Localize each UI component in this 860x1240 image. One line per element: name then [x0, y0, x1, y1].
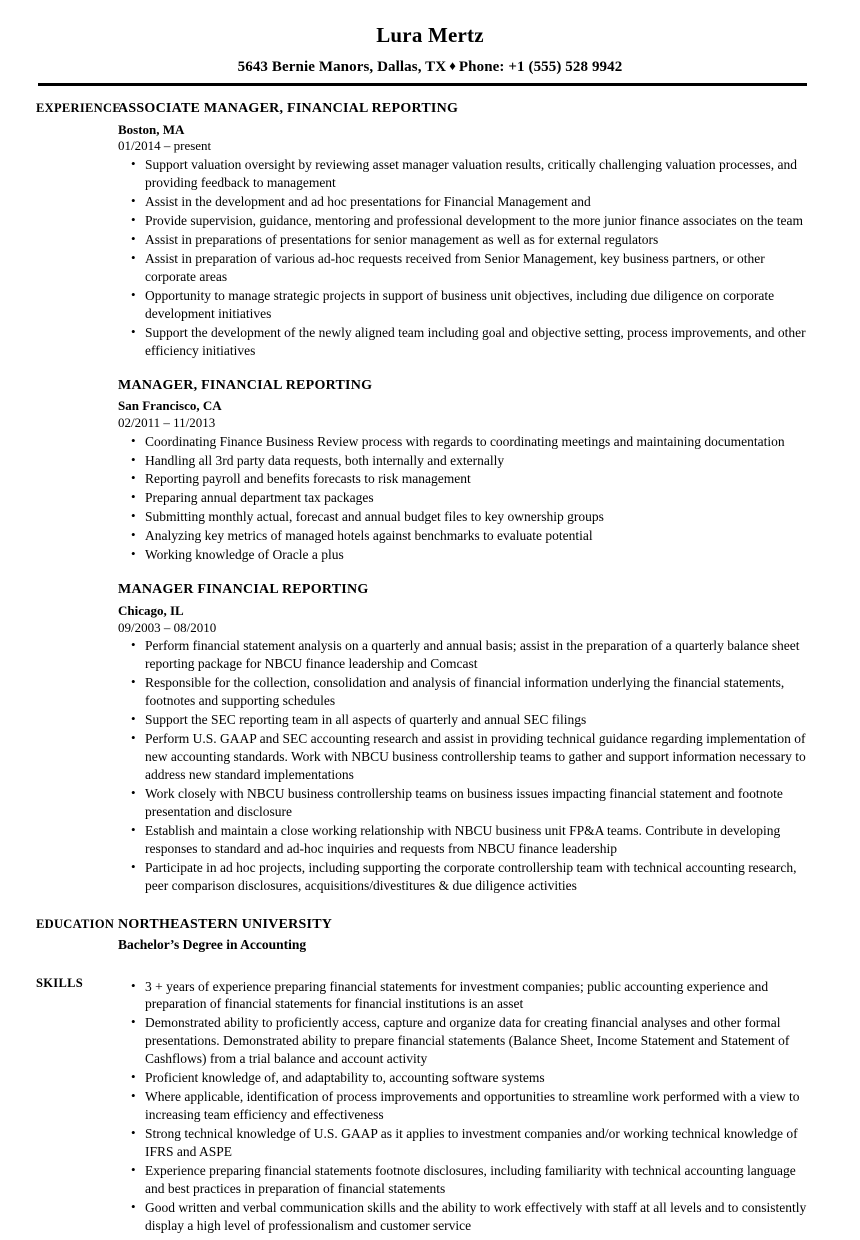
education-body — [118, 917, 860, 954]
job-entry — [118, 582, 815, 894]
bullet-item: • Support the development of the newly aligned team including goal and objective setting, process improvements, and other efficiency initiatives — [118, 324, 815, 360]
job-bullet-list — [118, 637, 815, 894]
skills-body — [118, 976, 860, 1235]
bullet-item: • Demonstrated ability to proficiently access, capture and organize data for creating financial analyses and other formal presentations. Demonstrated ability to prepare financial statements (Balance Sheet, Income Statement and Statement of Cashflows) from a trial balance and account activity — [118, 1014, 815, 1068]
bullet-item: • Where applicable, identification of process improvements and opportunities to streamline work performed with a view to increasing team efficiency and effectiveness — [118, 1088, 815, 1124]
job-dates: 09/2003 – 08/2010 — [118, 619, 217, 635]
bullet-item: • Support the SEC reporting team in all aspects of quarterly and annual SEC filings — [118, 711, 815, 729]
bullet-item: • 3 + years of experience preparing financial statements for investment companies; public accounting experience and preparation of financial statements for financial institutions is an asset — [118, 978, 815, 1014]
section-label-education: EDUCATION — [36, 916, 115, 931]
skills-section — [0, 976, 860, 1235]
bullet-item: • Strong technical knowledge of U.S. GAAP as it applies to investment companies and/or working technical knowledge of IFRS and ASPE — [118, 1125, 815, 1161]
bullet-item: • Work closely with NBCU business controllership teams on business issues impacting financial statement and footnote presentation and disclosure — [118, 785, 815, 821]
education-degree: Bachelor’s Degree in Accounting — [118, 937, 307, 953]
header-divider — [38, 83, 807, 86]
job-entry — [118, 101, 815, 359]
job-bullet-list — [118, 433, 815, 565]
bullet-item: • Responsible for the collection, consolidation and analysis of financial information underlying the financial statements, footnotes and supporting schedules — [118, 674, 815, 710]
job-location: Chicago, IL — [118, 603, 184, 619]
bullet-item: • Preparing annual department tax packages — [118, 489, 815, 507]
skills-bullet-list — [118, 978, 815, 1235]
bullet-item: • Perform U.S. GAAP and SEC accounting research and assist in providing technical guidance regarding implementation of new accounting standards. Work with NBCU business controllership teams to gather and support information necessary to address new standard implementations — [118, 730, 815, 784]
bullet-item: • Experience preparing financial statements footnote disclosures, including familiarity with technical accounting language and best practices in preparation of financial statements — [118, 1162, 815, 1198]
bullet-item: • Establish and maintain a close working relationship with NBCU business unit FP&A teams. Contribute in developing responses to standard and ad-hoc inquiries and requests from NBCU finance leadership — [118, 822, 815, 858]
experience-body — [118, 101, 860, 894]
contact-address: 5643 Bernie Manors, Dallas, TX — [237, 59, 447, 76]
bullet-item: • Proficient knowledge of, and adaptability to, accounting software systems — [118, 1069, 815, 1087]
bullet-item: • Opportunity to manage strategic projects in support of business unit objectives, including due diligence on corporate development initiatives — [118, 287, 815, 323]
job-location: Boston, MA — [118, 121, 185, 137]
resume-header — [0, 0, 860, 86]
bullet-item: • Support valuation oversight by reviewing asset manager valuation results, critically challenging valuation processes, and providing feedback to management — [118, 156, 815, 192]
bullet-item: • Good written and verbal communication skills and the ability to work effectively with staff at all levels and to consistently display a high level of professionalism and customer service — [118, 1199, 815, 1235]
bullet-item: • Perform financial statement analysis on a quarterly and annual basis; assist in the preparation of a quarterly balance sheet reporting package for NBCU finance leadership and Comcast — [118, 637, 815, 673]
experience-section — [0, 101, 860, 894]
bullet-item: • Assist in preparation of various ad-hoc requests received from Senior Management, key business partners, or other corporate areas — [118, 250, 815, 286]
job-title: MANAGER, FINANCIAL REPORTING — [118, 377, 373, 393]
section-label-experience: EXPERIENCE — [36, 101, 121, 116]
job-bullet-list — [118, 156, 815, 359]
bullet-item: • Coordinating Finance Business Review process with regards to coordinating meetings and maintaining documentation — [118, 433, 815, 451]
contact-phone: Phone: +1 (555) 528 9942 — [458, 59, 623, 76]
bullet-item: • Participate in ad hoc projects, including supporting the corporate controllership team with technical accounting research, peer comparison disclosures, acquisitions/divestitures & due diligence activities — [118, 859, 815, 895]
bullet-item: • Reporting payroll and benefits forecasts to risk management — [118, 470, 815, 488]
job-title: ASSOCIATE MANAGER, FINANCIAL REPORTING — [118, 101, 459, 117]
education-section — [0, 917, 860, 954]
bullet-item: • Submitting monthly actual, forecast and annual budget files to key ownership groups — [118, 508, 815, 526]
bullet-item: • Provide supervision, guidance, mentoring and professional development to the more junior finance associates on the team — [118, 212, 815, 230]
section-label-skills: SKILLS — [36, 975, 83, 990]
candidate-name: Lura Mertz — [376, 23, 484, 47]
bullet-item: • Working knowledge of Oracle a plus — [118, 546, 815, 564]
contact-line — [0, 59, 860, 76]
job-entry — [118, 378, 815, 565]
education-school: NORTHEASTERN UNIVERSITY — [118, 916, 333, 932]
bullet-item: • Assist in preparations of presentations for senior management as well as for external regulators — [118, 231, 815, 249]
job-dates: 02/2011 – 11/2013 — [118, 414, 216, 430]
job-title: MANAGER FINANCIAL REPORTING — [118, 582, 369, 598]
bullet-item: • Analyzing key metrics of managed hotels against benchmarks to evaluate potential — [118, 527, 815, 545]
job-location: San Francisco, CA — [118, 398, 222, 414]
job-dates: 01/2014 – present — [118, 138, 212, 154]
bullet-item: • Assist in the development and ad hoc presentations for Financial Management and — [118, 193, 815, 211]
bullet-item: • Handling all 3rd party data requests, both internally and externally — [118, 452, 815, 470]
diamond-separator-icon: ♦ — [449, 58, 456, 74]
